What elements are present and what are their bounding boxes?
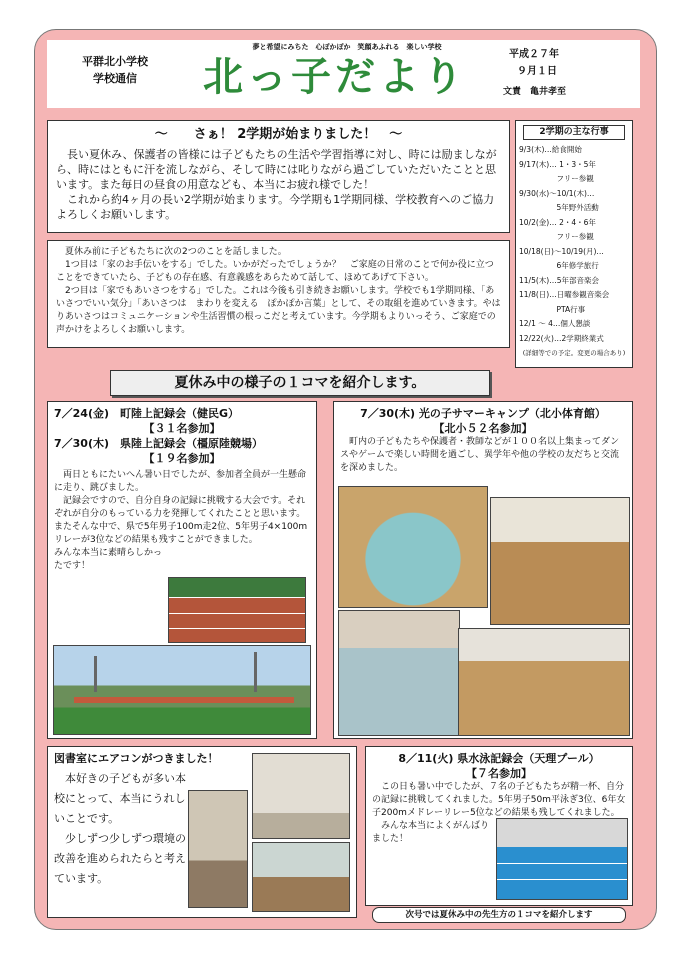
- swim-count: 【７名参加】: [466, 767, 532, 780]
- camp-count: 【北小５２名参加】: [433, 422, 533, 435]
- event-item: 9/3(木)…給食開始: [519, 145, 582, 154]
- event-item: 11/5(木)…5年部音楽会: [519, 275, 599, 285]
- track-event-1: 7／24(金) 町陸上記録会（健民G）: [54, 407, 240, 420]
- events-title: 2学期の主な行事: [523, 125, 625, 140]
- library-photo-aircon: [252, 753, 350, 839]
- library-paragraph-2: 少しずつ少しずつ環境の改善を進められたらと考えています。: [54, 832, 186, 885]
- event-item: 5年野外活動: [519, 203, 599, 212]
- section-banner: 夏休み中の様子の１コマを紹介します。: [110, 370, 490, 396]
- event-item: 9/17(木)… 1・3・5年: [519, 159, 596, 169]
- event-item: 11/8(日)…日曜参観音楽会: [519, 290, 610, 299]
- header-panel: [47, 40, 640, 108]
- track-paragraph-2: 記録会ですので、自分自身の記録に挑戦する大会です。それぞれが自分のもっている力を発揮してくれたことと思います。またそんな中で、県で5年男子100m走2位、5年男子4×100mリレーが3位などの結果も残すことができました。: [54, 496, 308, 545]
- issue-year: 平成２７年: [509, 49, 559, 60]
- swim-paragraph-1: この日も暑い中でしたが、７名の子どもたちが精一杯、自分の記録に挑戦してくれました。5年男子50m平泳ぎ3位、6年女子200mメドレーリレー5位などの結果も残してくれました。: [372, 782, 626, 818]
- issue-date: ９月１日: [517, 66, 557, 77]
- event-item: 12/22(火)…2学期終業式: [519, 333, 604, 343]
- notice-intro: 夏休み前に子どもたちに次の2つのことを話しました。: [65, 247, 287, 257]
- camp-photo-floor-game: [338, 486, 488, 608]
- camp-photo-dance: [458, 628, 630, 736]
- camp-paragraph: 町内の子どもたちや保護者・教師などが１００名以上集まってダンスやゲームで楽しい時間を過ごし、異学年や他の学校の友だちと交流を深めました。: [340, 437, 620, 473]
- greeting-section: [47, 120, 510, 233]
- greeting-paragraph-2: これから約4ヶ月の長い2学期が始まります。今学期も1学期同様、学校教育へのご協力よろしくお願いします。: [56, 193, 495, 221]
- swim-photo-pool: [496, 818, 628, 900]
- track-event-2-count: 【１９名参加】: [143, 452, 221, 465]
- next-issue-note: 次号では夏休み中の先生方の１コマを紹介します: [372, 907, 626, 923]
- camp-photo-crafts: [338, 610, 460, 736]
- camp-event: 7／30(木) 光の子サマーキャンプ（北小体育館）: [360, 407, 606, 420]
- events-note: (詳細等での予定。変更の場合あり): [522, 349, 626, 357]
- notice-item-1: 1つ目は「家のお手伝いをする」でした。いかがだったでしょうか？ ご家庭の日常のことで何か役に立つことをできていたら、子どもの存在感、有意義感をあらためて話して、ほめてあげて下さい。: [56, 260, 494, 283]
- track-event-2: 7／30(木) 県陸上記録会（橿原陸競場）: [54, 437, 264, 450]
- track-paragraph-1: 両日ともにたいへん暑い日でしたが、参加者全員が一生懸命に走り、跳びました。: [54, 470, 307, 493]
- greeting-paragraph-1: 長い夏休み、保護者の皆様には子どもたちの生活や学習指導に対し、時には励ましながら、時にはともに汗を流しながら、そして時には叱りながら過ごしていただいたことと思います。また毎日の昼食の用意なども、本当にお疲れ様でした！: [56, 148, 497, 191]
- track-paragraph-3: みんな本当に素晴らしかったです！: [54, 548, 163, 571]
- event-item: フリー参観: [519, 174, 594, 183]
- library-title: 図書室にエアコンがつきました！: [54, 752, 219, 765]
- events-list: [519, 143, 629, 346]
- school-motto: 夢と希望にみちた 心ぽかぽか 笑顔あふれる 楽しい学校: [252, 43, 442, 51]
- library-photo-room: [252, 842, 350, 912]
- newsletter-title: 北っ子だより: [203, 54, 467, 100]
- greeting-heading: 〜 さぁ！ 2学期が始まりました！ 〜: [154, 127, 403, 142]
- swim-event: 8／11(火) 県水泳記録会（天理プール）: [398, 752, 600, 765]
- event-item: 6年修学旅行: [519, 261, 599, 270]
- summer-notice-section: [47, 240, 510, 348]
- header-subtitle: 学校通信: [93, 72, 137, 85]
- camp-photo-gym: [490, 497, 630, 625]
- school-name: 平群北小学校: [82, 55, 148, 68]
- library-photo-installation: [188, 790, 248, 908]
- issue-author: 文責 亀井孝至: [503, 87, 567, 97]
- event-item: 10/2(金)… 2・4・6年: [519, 217, 596, 227]
- event-item: PTA行事: [519, 304, 586, 314]
- swim-paragraph-2: みんな本当によくがんばりました！: [372, 821, 490, 844]
- track-photo-runners: [168, 577, 306, 643]
- event-item: 12/1 〜 4…個人懇談: [519, 319, 591, 328]
- library-paragraph-1: 本好きの子どもが多い本校にとって、本当にうれしいことです。: [54, 772, 186, 825]
- track-photo-stadium: [53, 645, 311, 735]
- notice-item-2: 2つ目は「家でもあいさつをする」でした。これは今後も引き続きお願いします。学校でも1学期同様、「あいさつでいい気分」「あいさつは まわりを変える ぽかぽか言葉」として、その取組を進めていきます。やはりあいさつはコミュニケーションや生活習慣の根っこだと考えています。今学期もよりいっそう、ご家庭での声かけをよろしくお願いします。: [56, 286, 501, 335]
- event-item: フリー参観: [519, 232, 594, 241]
- track-event-1-count: 【３１名参加】: [143, 422, 221, 435]
- events-panel: [515, 120, 633, 368]
- event-item: 9/30(水)〜10/1(木)…: [519, 188, 595, 198]
- event-item: 10/18(日)〜10/19(月)…: [519, 246, 604, 256]
